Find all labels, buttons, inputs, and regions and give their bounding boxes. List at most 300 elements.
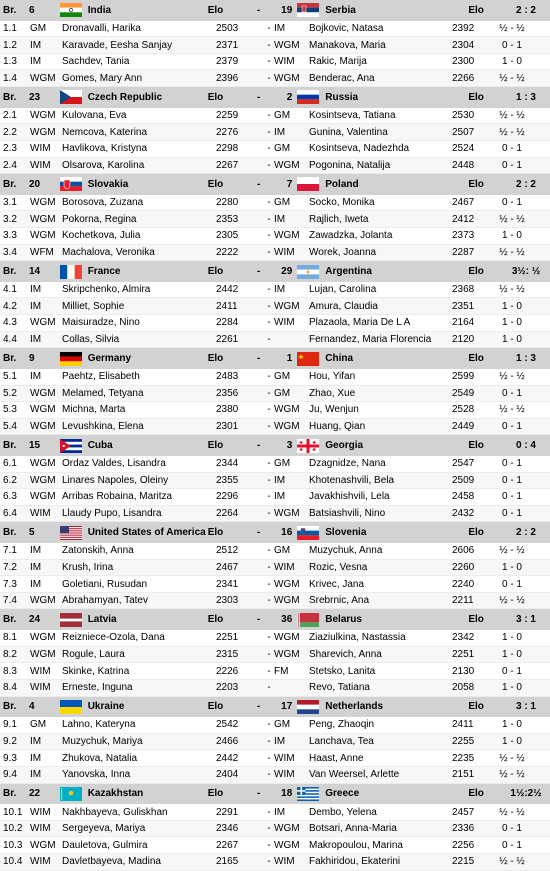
board-header: Br. (3, 266, 17, 278)
player-name[interactable]: Gomes, Mary Ann (62, 72, 143, 84)
opponent-name[interactable]: Batsiashvili, Nino (309, 508, 386, 520)
china-flag (297, 352, 319, 366)
team-name-cell (60, 613, 208, 627)
opponent-title: WGM (274, 649, 300, 661)
game-row (0, 734, 550, 751)
opponent-title: IM (274, 284, 286, 296)
separator: - (256, 614, 261, 626)
board-number: 2.2 (3, 126, 17, 138)
player-elo: 2203 (216, 682, 239, 694)
india-flag (60, 3, 82, 17)
separator: - (267, 474, 271, 486)
player-title: GM (30, 22, 47, 34)
russia-flag (297, 90, 319, 104)
game-result: 0 - 1 (501, 474, 522, 486)
opponent-elo: 2530 (452, 110, 475, 122)
opponent-name[interactable]: Pogonina, Natalija (309, 159, 391, 171)
player-elo: 2466 (216, 736, 239, 748)
player-name[interactable]: Olsarova, Karolina (62, 159, 145, 171)
board-number: 1.2 (3, 39, 17, 51)
game-result: 0 - 1 (501, 387, 522, 399)
opponent-title: GM (274, 197, 291, 209)
board-number: 1.3 (3, 56, 17, 68)
opponent-name[interactable]: Hou, Yifan (309, 371, 356, 383)
player-elo: 2371 (216, 39, 239, 51)
player-name[interactable]: Linares Napoles, Oleiny (62, 474, 169, 486)
separator: - (267, 856, 271, 868)
player-elo: 2503 (216, 22, 239, 34)
opponent-elo: 2411 (452, 719, 474, 731)
game-row (0, 315, 550, 332)
opponent-team-name[interactable]: Netherlands (325, 701, 384, 713)
opponent-name[interactable]: Zawadzka, Jolanta (309, 230, 393, 242)
greece-flag (297, 787, 319, 801)
opponent-name[interactable]: Makropoulou, Marina (309, 839, 403, 851)
board-number: 4.1 (3, 284, 17, 296)
opponent-team-cell (297, 3, 468, 17)
team-name[interactable]: France (87, 266, 121, 278)
opponent-name[interactable]: Bojkovic, Natasa (309, 22, 384, 34)
opponent-title: GM (274, 110, 291, 122)
opponent-team-name[interactable]: Argentina (325, 266, 372, 278)
opponent-elo: 2255 (452, 736, 475, 748)
board-number: 6.3 (3, 491, 17, 503)
player-title: WGM (30, 474, 56, 486)
player-name[interactable]: Rogule, Laura (62, 649, 125, 661)
board-number: 8.3 (3, 665, 17, 677)
player-name[interactable]: Abrahamyan, Tatev (62, 595, 148, 607)
player-name[interactable]: Nakhbayeva, Guliskhan (62, 806, 168, 818)
board-number: 1.1 (3, 22, 17, 34)
match-block (0, 784, 550, 871)
player-name[interactable]: Borosova, Zuzana (62, 197, 144, 209)
opponent-team-name[interactable]: Georgia (325, 440, 364, 452)
separator: - (267, 387, 271, 399)
game-result: ½ - ½ (499, 856, 525, 868)
game-result: ½ - ½ (499, 22, 525, 34)
player-elo: 2280 (216, 197, 239, 209)
match-score: 1 : 3 (515, 91, 536, 103)
game-row (0, 21, 550, 38)
opponent-name[interactable]: Benderac, Ana (309, 72, 375, 84)
game-result: ½ - ½ (499, 595, 525, 607)
opponent-elo: 2457 (452, 806, 475, 818)
player-elo: 2512 (216, 545, 239, 557)
opponent-elo: 2412 (452, 213, 475, 225)
player-elo: 2251 (216, 632, 239, 644)
player-name[interactable]: Krush, Irina (62, 561, 114, 573)
opponent-name[interactable]: Fakhiridou, Ekaterini (309, 856, 401, 868)
opponent-name[interactable]: Stetsko, Lanita (309, 665, 376, 677)
separator: - (256, 266, 261, 278)
player-elo: 2226 (216, 665, 239, 677)
team-rank: 22 (28, 788, 41, 800)
player-title: WGM (30, 197, 56, 209)
separator: - (256, 440, 261, 452)
opponent-team-cell (297, 90, 468, 104)
netherlands-flag (297, 700, 319, 714)
opponent-team-name[interactable]: Greece (325, 788, 360, 800)
player-elo: 2315 (216, 649, 239, 661)
opponent-name[interactable]: Rozic, Vesna (309, 561, 368, 573)
opponent-elo: 2164 (452, 317, 475, 329)
player-name[interactable]: Nemcova, Katerina (62, 126, 148, 138)
player-elo: 2264 (216, 508, 239, 520)
game-result: 1 - 0 (501, 632, 522, 644)
games-list (0, 108, 550, 174)
opponent-team-name[interactable]: Serbia (325, 4, 356, 16)
elo-header: Elo (468, 527, 484, 539)
opponent-team-name[interactable]: Belarus (325, 614, 362, 626)
opponent-elo: 2599 (452, 371, 475, 383)
team-name[interactable]: Slovakia (87, 178, 129, 190)
opponent-rank: 17 (281, 701, 293, 713)
board-number: 6.1 (3, 458, 17, 470)
team-name-cell (60, 352, 208, 366)
board-number: 7.2 (3, 561, 17, 573)
opponent-team-cell (297, 352, 468, 366)
board-number: 4.3 (3, 317, 17, 329)
opponent-name[interactable]: Huang, Qian (309, 421, 366, 433)
separator: - (267, 649, 271, 661)
player-name[interactable]: Sachdev, Tania (62, 56, 130, 68)
team-name-cell (60, 90, 208, 104)
player-name[interactable]: Skinke, Katrina (62, 665, 130, 677)
opponent-name[interactable]: Lanchava, Tea (309, 736, 374, 748)
opponent-elo: 2432 (452, 508, 475, 520)
team-name[interactable]: United States of America (87, 527, 206, 539)
game-row (0, 70, 550, 87)
game-result: 1 - 0 (501, 230, 522, 242)
opponent-elo: 2256 (452, 839, 475, 851)
opponent-elo: 2266 (452, 72, 475, 84)
elo-header: Elo (207, 527, 224, 539)
player-title: IM (30, 561, 42, 573)
player-title: WFM (30, 246, 54, 258)
latvia-flag (60, 613, 82, 627)
player-elo: 2396 (216, 72, 239, 84)
opponent-name[interactable]: Zhao, Xue (309, 387, 356, 399)
match-score: 2 : 2 (515, 4, 536, 16)
opponent-rank: 19 (281, 4, 293, 16)
team-name-cell (60, 526, 208, 540)
opponent-name[interactable]: Peng, Zhaoqin (309, 719, 375, 731)
opponent-title: GM (274, 545, 291, 557)
player-name[interactable]: Erneste, Inguna (62, 682, 133, 694)
opponent-name[interactable]: Fernandez, Maria Florencia (309, 333, 432, 345)
match-score: 2 : 2 (515, 527, 536, 539)
game-row (0, 141, 550, 158)
player-name[interactable]: Machalova, Veronika (62, 246, 155, 258)
team-rank: 23 (28, 91, 41, 103)
player-name[interactable]: Dauletova, Gulmira (62, 839, 148, 851)
player-title: IM (30, 736, 42, 748)
opponent-name[interactable]: Amura, Claudia (309, 300, 378, 312)
slovenia-flag (297, 526, 319, 540)
player-name[interactable]: Levushkina, Elena (62, 421, 144, 433)
opponent-rank: 16 (281, 527, 293, 539)
game-result: 0 - 1 (501, 39, 522, 51)
separator: - (267, 769, 271, 781)
player-title: IM (30, 56, 42, 68)
game-row (0, 108, 550, 125)
opponent-elo: 2251 (452, 649, 475, 661)
player-name[interactable]: Havlikova, Kristyna (62, 143, 148, 155)
game-result: 0 - 1 (501, 458, 522, 470)
player-name[interactable]: Melamed, Tetyana (62, 387, 144, 399)
board-number: 8.4 (3, 682, 17, 694)
opponent-name[interactable]: Haast, Anne (309, 752, 364, 764)
games-list (0, 282, 550, 348)
elo-header: Elo (468, 266, 484, 278)
opponent-name[interactable]: Srebrnic, Ana (309, 595, 370, 607)
opponent-elo: 2448 (452, 159, 475, 171)
player-elo: 2356 (216, 387, 239, 399)
opponent-team-name[interactable]: Poland (325, 178, 359, 190)
opponent-team-cell (297, 613, 468, 627)
opponent-elo: 2235 (452, 752, 475, 764)
game-result: 0 - 1 (501, 508, 522, 520)
player-name[interactable]: Arribas Robaina, Maritza (62, 491, 173, 503)
player-elo: 2222 (216, 246, 239, 258)
match-score: 2 : 2 (515, 178, 536, 190)
argentina-flag (297, 265, 319, 279)
team-name[interactable]: Czech Republic (87, 91, 163, 103)
opponent-team-name[interactable]: Slovenia (325, 527, 367, 539)
opponent-team-name[interactable]: Russia (325, 91, 359, 103)
elo-header: Elo (468, 614, 484, 626)
opponent-name[interactable]: Dzagnidze, Nana (309, 458, 386, 470)
opponent-name[interactable]: Socko, Monika (309, 197, 375, 209)
separator: - (256, 4, 261, 16)
opponent-name[interactable]: Muzychuk, Anna (309, 545, 383, 557)
opponent-title: GM (274, 387, 291, 399)
board-number: 9.4 (3, 769, 17, 781)
player-name[interactable]: Michna, Marta (62, 404, 126, 416)
opponent-elo: 2449 (452, 421, 475, 433)
opponent-elo: 2528 (452, 404, 475, 416)
board-number: 7.3 (3, 578, 17, 590)
slovakia-flag (60, 177, 82, 191)
separator: - (267, 371, 271, 383)
match-block (0, 261, 550, 348)
opponent-name[interactable]: Khotenashvili, Bela (309, 474, 395, 486)
player-title: WGM (30, 421, 56, 433)
opponent-title: WIM (274, 56, 295, 68)
opponent-name[interactable]: Sharevich, Anna (309, 649, 382, 661)
opponent-title: GM (274, 371, 291, 383)
player-name[interactable]: Lahno, Kateryna (62, 719, 136, 731)
player-title: IM (30, 300, 42, 312)
opponent-name[interactable]: Worek, Joanna (309, 246, 377, 258)
game-row (0, 576, 550, 593)
player-name[interactable]: Zatonskih, Anna (62, 545, 134, 557)
player-name[interactable]: Karavade, Eesha Sanjay (62, 39, 173, 51)
player-name[interactable]: Zhukova, Natalia (62, 752, 138, 764)
opponent-title: IM (274, 491, 286, 503)
game-row (0, 593, 550, 610)
player-elo: 2303 (216, 595, 239, 607)
game-row (0, 837, 550, 854)
player-name[interactable]: Milliet, Sophie (62, 300, 125, 312)
team-name-cell (60, 265, 208, 279)
team-rank: 20 (28, 178, 41, 190)
player-name[interactable]: Paehtz, Elisabeth (62, 371, 140, 383)
opponent-title: IM (274, 474, 286, 486)
opponent-name[interactable]: Kosintseva, Tatiana (309, 110, 396, 122)
team-rank: 6 (28, 4, 35, 16)
opponent-name[interactable]: Plazaola, Maria De L A (309, 317, 411, 329)
games-list (0, 195, 550, 261)
game-result: ½ - ½ (499, 72, 525, 84)
team-rank: 5 (28, 527, 35, 539)
opponent-name[interactable]: Javakhishvili, Lela (309, 491, 390, 503)
match-score: 1½:2½ (510, 788, 542, 800)
game-result: ½ - ½ (499, 806, 525, 818)
opponent-name[interactable]: Rakic, Marija (309, 56, 367, 68)
player-name[interactable]: Ordaz Valdes, Lisandra (62, 458, 166, 470)
team-name[interactable]: Ukraine (87, 701, 125, 713)
separator: - (256, 91, 261, 103)
opponent-name[interactable]: Rajlich, Iweta (309, 213, 369, 225)
player-name[interactable]: Pokorna, Regina (62, 213, 137, 225)
team-name[interactable]: Germany (87, 353, 132, 365)
opponent-elo: 2304 (452, 39, 475, 51)
player-name[interactable]: Davletbayeva, Madina (62, 856, 161, 868)
match-header (0, 697, 550, 718)
opponent-name[interactable]: Van Weersel, Arlette (309, 769, 400, 781)
player-name[interactable]: Kochetkova, Julia (62, 230, 141, 242)
opponent-name[interactable]: Lujan, Carolina (309, 284, 377, 296)
game-result: 1 - 0 (501, 719, 522, 731)
game-row (0, 195, 550, 212)
team-name[interactable]: Kazakhstan (87, 788, 144, 800)
separator: - (267, 545, 271, 557)
opponent-title: WGM (274, 632, 300, 644)
separator: - (267, 39, 271, 51)
opponent-name[interactable]: Ziaziulkina, Nastassia (309, 632, 406, 644)
game-result: ½ - ½ (499, 284, 525, 296)
player-name[interactable]: Yanovska, Inna (62, 769, 131, 781)
player-elo: 2404 (216, 769, 239, 781)
opponent-name[interactable]: Dembo, Yelena (309, 806, 377, 818)
player-title: WGM (30, 632, 56, 644)
germany-flag (60, 352, 82, 366)
separator: - (267, 736, 271, 748)
opponent-title: FM (274, 665, 289, 677)
player-name[interactable]: Dronavalli, Harika (62, 22, 141, 34)
elo-header: Elo (468, 178, 484, 190)
games-list (0, 717, 550, 783)
opponent-title: WGM (274, 595, 300, 607)
team-name[interactable]: India (87, 4, 112, 16)
opponent-team-name[interactable]: China (325, 353, 354, 365)
game-row (0, 456, 550, 473)
game-result: 0 - 1 (501, 491, 522, 503)
player-name[interactable]: Kulovana, Eva (62, 110, 127, 122)
kazakhstan-flag (60, 787, 82, 801)
opponent-title: IM (274, 806, 286, 818)
player-name[interactable]: Sergeyeva, Mariya (62, 823, 146, 835)
player-elo: 2165 (216, 856, 239, 868)
player-name[interactable]: Maisuradze, Nino (62, 317, 140, 329)
board-number: 3.2 (3, 213, 17, 225)
usa-flag (60, 526, 82, 540)
player-title: IM (30, 284, 42, 296)
player-title: WGM (30, 387, 56, 399)
player-name[interactable]: Reizniece-Ozola, Dana (62, 632, 165, 644)
match-block (0, 435, 550, 522)
separator: - (267, 159, 271, 171)
player-elo: 2305 (216, 230, 239, 242)
match-header (0, 784, 550, 805)
opponent-name[interactable]: Botsari, Anna-Maria (309, 823, 397, 835)
player-title: IM (30, 769, 42, 781)
match-block (0, 522, 550, 609)
game-row (0, 560, 550, 577)
player-elo: 2379 (216, 56, 239, 68)
player-elo: 2411 (216, 300, 238, 312)
game-row (0, 402, 550, 419)
board-header: Br. (3, 91, 17, 103)
team-name[interactable]: Latvia (87, 614, 117, 626)
separator: - (267, 317, 271, 329)
elo-header: Elo (207, 440, 224, 452)
opponent-name[interactable]: Revo, Tatiana (309, 682, 370, 694)
game-result: 0 - 1 (501, 159, 522, 171)
player-title: WGM (30, 404, 56, 416)
team-name[interactable]: Cuba (87, 440, 113, 452)
board-number: 8.1 (3, 632, 17, 644)
player-name[interactable]: Collas, Silvia (62, 333, 120, 345)
opponent-name[interactable]: Gunina, Valentina (309, 126, 388, 138)
player-elo: 2291 (216, 806, 239, 818)
board-header: Br. (3, 178, 17, 190)
opponent-elo: 2120 (452, 333, 475, 345)
team-rank: 24 (28, 614, 41, 626)
player-title: WGM (30, 649, 56, 661)
opponent-title: WGM (274, 839, 300, 851)
opponent-elo: 2524 (452, 143, 475, 155)
belarus-flag (297, 613, 319, 627)
opponent-name[interactable]: Ju, Wenjun (309, 404, 359, 416)
player-name[interactable]: Muzychuk, Mariya (62, 736, 143, 748)
game-result: 0 - 1 (501, 665, 522, 677)
game-result: ½ - ½ (499, 752, 525, 764)
game-row (0, 332, 550, 349)
elo-header: Elo (207, 178, 224, 190)
opponent-name[interactable]: Manakova, Maria (309, 39, 386, 51)
player-title: WIM (30, 682, 51, 694)
opponent-title: WIM (274, 246, 295, 258)
opponent-title: WGM (274, 230, 300, 242)
board-number: 5.4 (3, 421, 17, 433)
game-row (0, 369, 550, 386)
player-name[interactable]: Skripchenko, Almira (62, 284, 151, 296)
game-result: 0 - 1 (501, 823, 522, 835)
separator: - (267, 806, 271, 818)
separator: - (267, 22, 271, 34)
opponent-name[interactable]: Kosintseva, Nadezhda (309, 143, 410, 155)
board-number: 5.1 (3, 371, 17, 383)
team-name-cell (60, 700, 208, 714)
player-title: WIM (30, 143, 51, 155)
game-row (0, 37, 550, 54)
player-name[interactable]: Llaudy Pupo, Lisandra (62, 508, 162, 520)
player-elo: 2267 (216, 159, 239, 171)
opponent-name[interactable]: Krivec, Jana (309, 578, 365, 590)
player-name[interactable]: Goletiani, Rusudan (62, 578, 148, 590)
